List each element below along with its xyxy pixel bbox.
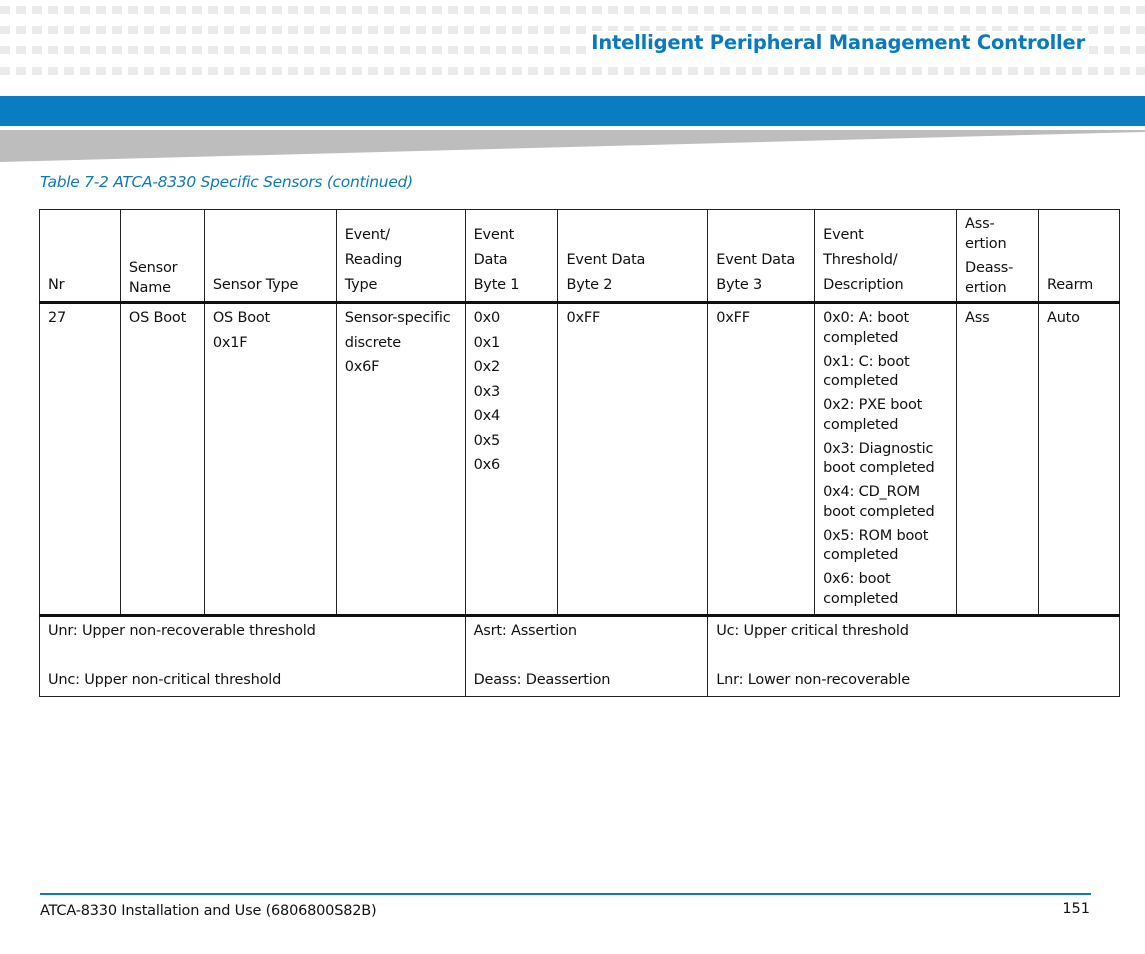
cell-event-data-byte3: 0xFF <box>708 303 815 616</box>
cell-rearm: Auto <box>1038 303 1119 616</box>
header-grey-wedge <box>0 130 1145 162</box>
header-title: Intelligent Peripheral Management Controller <box>587 31 1089 54</box>
sensors-table <box>39 209 1120 697</box>
cell-event-reading-type: Sensor-specific discrete 0x6F <box>336 303 465 616</box>
table-header-row <box>40 210 1120 303</box>
legend-cell-3: Uc: Upper critical threshold Lnr: Lower non-recoverable <box>708 615 1120 696</box>
legend-row <box>40 615 1120 696</box>
table-row <box>40 303 1120 616</box>
header-nr: Nr <box>40 210 121 303</box>
header-sensor-type: Sensor Type <box>204 210 336 303</box>
cell-assertion: Ass <box>957 303 1039 616</box>
header-blue-bar <box>0 96 1145 126</box>
legend-cell-2: Asrt: Assertion Deass: Deassertion <box>465 615 708 696</box>
cell-nr: 27 <box>40 303 121 616</box>
header-assertion: Ass- ertion Deass- ertion <box>957 210 1039 303</box>
header-event-threshold: Event Threshold/ Description <box>815 210 957 303</box>
header-event-reading-type: Event/ Reading Type <box>336 210 465 303</box>
header-event-data-byte2: Event Data Byte 2 <box>558 210 708 303</box>
cell-descriptions: 0x0: A: boot completed 0x1: C: boot completed 0x2: PXE boot completed 0x3: Diagnostic boot completed 0x4: CD_ROM boot completed 0x5: ROM boot completed 0x6: boot completed <box>815 303 957 616</box>
header-rearm: Rearm <box>1038 210 1119 303</box>
header-sensor-name: Sensor Name <box>120 210 204 303</box>
table-caption: Table 7-2 ATCA-8330 Specific Sensors (continued) <box>40 173 413 191</box>
footer-divider <box>40 893 1091 895</box>
page-number: 151 <box>1062 901 1090 917</box>
footer-document-title: ATCA-8330 Installation and Use (6806800S82B) <box>40 903 377 919</box>
legend-cell-1: Unr: Upper non-recoverable threshold Unc: Upper non-critical threshold <box>40 615 466 696</box>
header-event-data-byte1: Event Data Byte 1 <box>465 210 558 303</box>
cell-event-data-byte2: 0xFF <box>558 303 708 616</box>
cell-event-data-byte1: 0x0 0x1 0x2 0x3 0x4 0x5 0x6 <box>465 303 558 616</box>
cell-sensor-type: OS Boot 0x1F <box>204 303 336 616</box>
cell-sensor-name: OS Boot <box>120 303 204 616</box>
header-event-data-byte3: Event Data Byte 3 <box>708 210 815 303</box>
